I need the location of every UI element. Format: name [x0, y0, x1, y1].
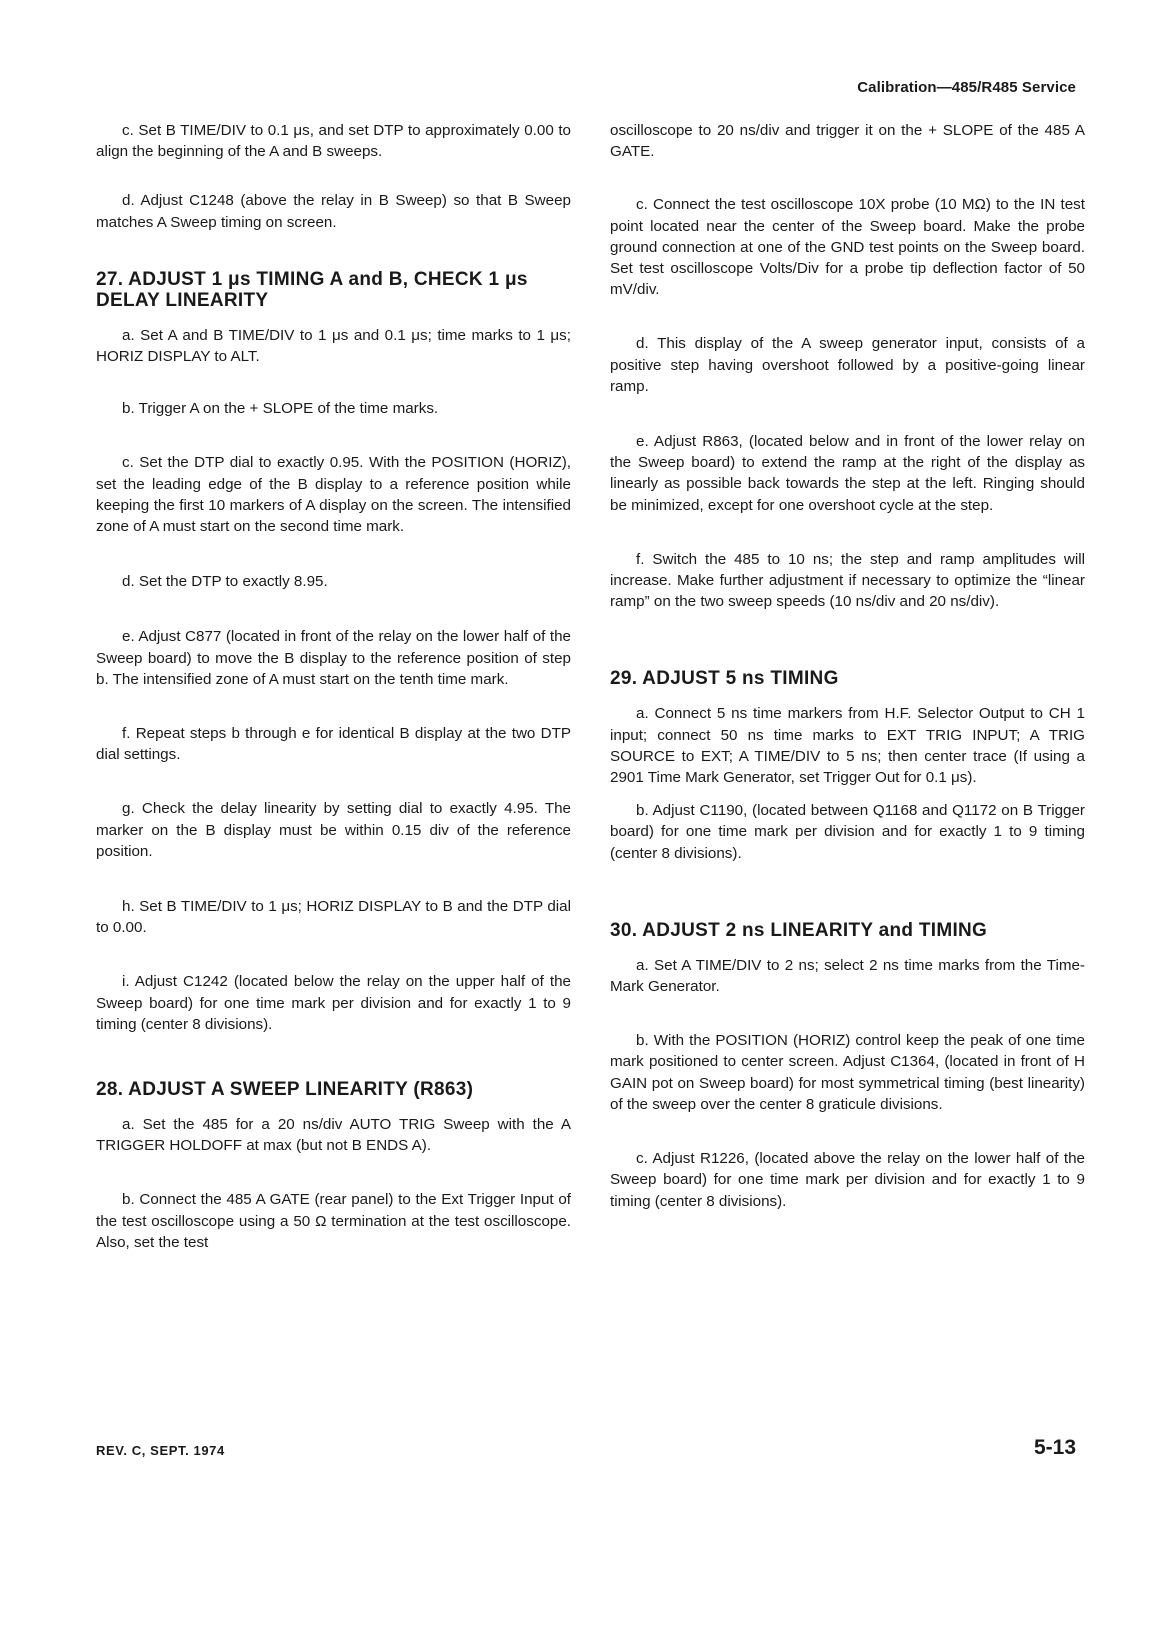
step-26c: c. Set B TIME/DIV to 0.1 μs, and set DTP to approximately 0.00 to align the beginning of the A and B sweeps. [96, 122, 571, 161]
step-28b-continued: oscilloscope to 20 ns/div and trigger it on the + SLOPE of the 485 A GATE. [610, 122, 1085, 161]
step-28a: a. Set the 485 for a 20 ns/div AUTO TRIG Sweep with the A TRIGGER HOLDOFF at max (but not B ENDS A). [96, 1116, 571, 1155]
step-29a: a. Connect 5 ns time markers from H.F. Selector Output to CH 1 input; connect 50 ns time marks to EXT TRIG INPUT; A TRIG SOURCE to EXT; A TIME/DIV to 5 ns; then center trace (If using a 2901 Time Mark Generator, set Trigger Out for 0.1 μs). [610, 705, 1085, 787]
step-30c: c. Adjust R1226, (located above the relay on the lower half of the Sweep board) for one time mark per division and for exactly 1 to 9 timing (center 8 divisions). [610, 1150, 1085, 1210]
heading-section-29: 29. ADJUST 5 ns TIMING [610, 668, 839, 690]
step-27f: f. Repeat steps b through e for identical B display at the two DTP dial settings. [96, 725, 571, 764]
step-27b: b. Trigger A on the + SLOPE of the time marks. [122, 400, 439, 418]
step-28f: f. Switch the 485 to 10 ns; the step and ramp amplitudes will increase. Make further adjustment if necessary to optimize the “linear ramp” on the two sweep speeds (10 ns/div and 20 ns/div). [610, 550, 1085, 611]
step-30b: b. With the POSITION (HORIZ) control keep the peak of one time mark positioned to center screen. Adjust C1364, (located in front of H GAIN pot on Sweep board) for most symmetrical timing (best linearity) of the sweep over the center 8 graticule divisions. [610, 1032, 1085, 1113]
running-header: Calibration—485/R485 Service [857, 79, 1076, 96]
step-26d: d. Adjust C1248 (above the relay in B Sweep) so that B Sweep matches A Sweep timing on screen. [96, 192, 571, 231]
left-column [96, 120, 571, 1253]
step-28b: b. Connect the 485 A GATE (rear panel) to the Ext Trigger Input of the test oscilloscope using a 50 Ω termination at the test oscilloscope. Also, set the test [96, 1191, 571, 1251]
revision-date: REV. C, SEPT. 1974 [96, 1443, 225, 1458]
step-27i: i. Adjust C1242 (located below the relay on the upper half of the Sweep board) for one time mark per division and for exactly 1 to 9 timing (center 8 divisions). [96, 973, 571, 1033]
step-27a: a. Set A and B TIME/DIV to 1 μs and 0.1 μs; time marks to 1 μs; HORIZ DISPLAY to ALT. [96, 326, 571, 366]
page-number: 5-13 [1033, 1436, 1076, 1459]
right-column [610, 120, 1085, 1212]
heading-section-30: 30. ADJUST 2 ns LINEARITY and TIMING [610, 919, 988, 941]
step-29b: b. Adjust C1190, (located between Q1168 and Q1172 on B Trigger board) for one time mark per division and for exactly 1 to 9 timing (center 8 divisions). [610, 802, 1085, 862]
step-27h: h. Set B TIME/DIV to 1 μs; HORIZ DISPLAY to B and the DTP dial to 0.00. [96, 898, 571, 937]
step-27c: c. Set the DTP dial to exactly 0.95. With the POSITION (HORIZ), set the leading edge of the B display to a reference position while keeping the first 10 markers of A display on the screen. The intensified zone of A must start on the second time mark. [96, 454, 571, 536]
step-28c: c. Connect the test oscilloscope 10X probe (10 MΩ) to the IN test point located near the center of the Sweep board. Make the probe ground connection at one of the GND test points on the Sweep board. Set test oscilloscope Volts/Div for a probe tip deflection factor of 50 mV/div. [610, 196, 1085, 299]
step-27e: e. Adjust C877 (located in front of the relay on the lower half of the Sweep board) to move the B display to the reference position of step b. The intensified zone of A must start on the tenth time mark. [96, 628, 571, 688]
step-30a: a. Set A TIME/DIV to 2 ns; select 2 ns time marks from the Time-Mark Generator. [610, 956, 1085, 996]
step-27d: d. Set the DTP to exactly 8.95. [122, 573, 328, 591]
heading-section-28: 28. ADJUST A SWEEP LINEARITY (R863) [96, 1079, 474, 1101]
step-27g: g. Check the delay linearity by setting dial to exactly 4.95. The marker on the B display must be within 0.15 div of the reference position. [96, 800, 571, 860]
step-28e: e. Adjust R863, (located below and in front of the lower relay on the Sweep board) to extend the ramp at the right of the display as linearly as possible back towards the step at the left. Ringing should be minimized, except for one overshoot cycle at the step. [610, 433, 1085, 514]
step-28d: d. This display of the A sweep generator input, consists of a positive step having overshoot followed by a positive-going linear ramp. [610, 335, 1085, 395]
heading-section-27: 27. ADJUST 1 μs TIMING A and B, CHECK 1 μs DELAY LINEARITY [96, 268, 528, 311]
